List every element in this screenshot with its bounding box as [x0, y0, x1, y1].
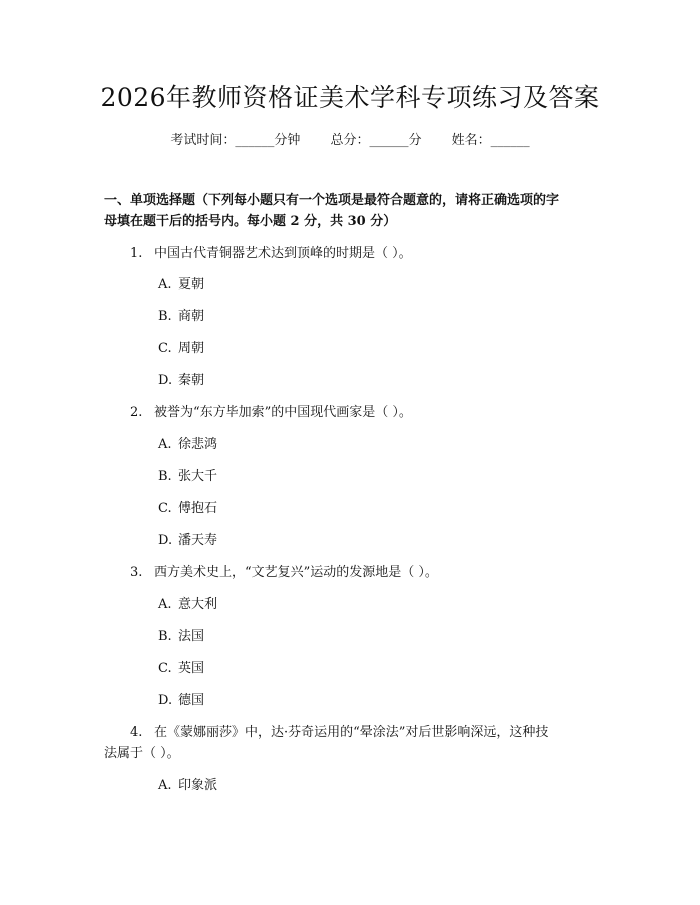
question-text-line: 法属于（ ）。: [104, 746, 180, 761]
question-3-option-a: [158, 594, 217, 615]
option-text: 商朝: [178, 309, 205, 324]
option-text: 印象派: [178, 778, 218, 793]
option-letter: A.: [158, 778, 172, 793]
option-letter: B.: [158, 309, 172, 324]
option-letter: C.: [158, 501, 172, 516]
question-text: 中国古代青铜器艺术达到顶峰的时期是（ ）。: [154, 246, 412, 261]
question-number: 3.: [130, 565, 143, 580]
question-4: [104, 722, 604, 764]
option-text: 周朝: [178, 341, 205, 356]
option-letter: C.: [158, 661, 172, 676]
section-heading-line: 母填在题干后的括号内。每小题 2 分，共 30 分）: [104, 214, 397, 229]
option-letter: D.: [158, 693, 173, 708]
option-text: 潘天寿: [178, 533, 218, 548]
option-text: 英国: [178, 661, 205, 676]
question-1-option-d: [158, 370, 204, 391]
question-1: [104, 243, 604, 264]
question-2-option-b: [158, 466, 217, 487]
question-2-option-a: [158, 434, 217, 455]
exam-time: 考试时间：______分钟: [170, 133, 301, 148]
question-text: 被誉为“东方毕加索”的中国现代画家是（ ）。: [154, 405, 412, 420]
option-text: 张大千: [178, 469, 218, 484]
question-3: [104, 562, 604, 583]
question-number: 2.: [130, 405, 143, 420]
exam-info: [0, 130, 700, 152]
question-number: 1.: [130, 246, 143, 261]
section-heading: [104, 190, 600, 232]
question-3-option-b: [158, 626, 204, 647]
exam-name: 姓名：______: [451, 133, 530, 148]
section-heading-line: 一、单项选择题（下列每小题只有一个选项是最符合题意的，请将正确选项的字: [104, 193, 560, 208]
question-3-option-c: [158, 658, 204, 679]
page-title: 2026年教师资格证美术学科专项练习及答案: [100, 83, 600, 112]
question-3-option-d: [158, 690, 204, 711]
option-letter: A.: [158, 277, 172, 292]
question-2: [104, 402, 604, 423]
option-text: 德国: [178, 693, 205, 708]
question-4-option-a: [158, 775, 217, 796]
question-text-line: [104, 722, 604, 743]
option-letter: D.: [158, 373, 173, 388]
option-text: 夏朝: [178, 277, 205, 292]
question-text: 在《蒙娜丽莎》中，达·芬奇运用的“晕涂法”对后世影响深远，这种技: [154, 725, 549, 740]
option-letter: D.: [158, 533, 173, 548]
option-letter: C.: [158, 341, 172, 356]
exam-score: 总分：______分: [330, 133, 422, 148]
question-1-option-a: [158, 274, 204, 295]
question-number: 4.: [130, 725, 143, 740]
option-letter: B.: [158, 629, 172, 644]
option-letter: A.: [158, 597, 172, 612]
option-text: 徐悲鸿: [178, 437, 218, 452]
option-text: 法国: [178, 629, 205, 644]
option-letter: A.: [158, 437, 172, 452]
question-2-option-d: [158, 530, 217, 551]
question-2-option-c: [158, 498, 217, 519]
option-text: 傅抱石: [178, 501, 218, 516]
option-letter: B.: [158, 469, 172, 484]
option-text: 秦朝: [178, 373, 205, 388]
option-text: 意大利: [178, 597, 218, 612]
question-text: 西方美术史上，“文艺复兴”运动的发源地是（ ）。: [154, 565, 438, 580]
question-1-option-c: [158, 338, 204, 359]
question-1-option-b: [158, 306, 204, 327]
